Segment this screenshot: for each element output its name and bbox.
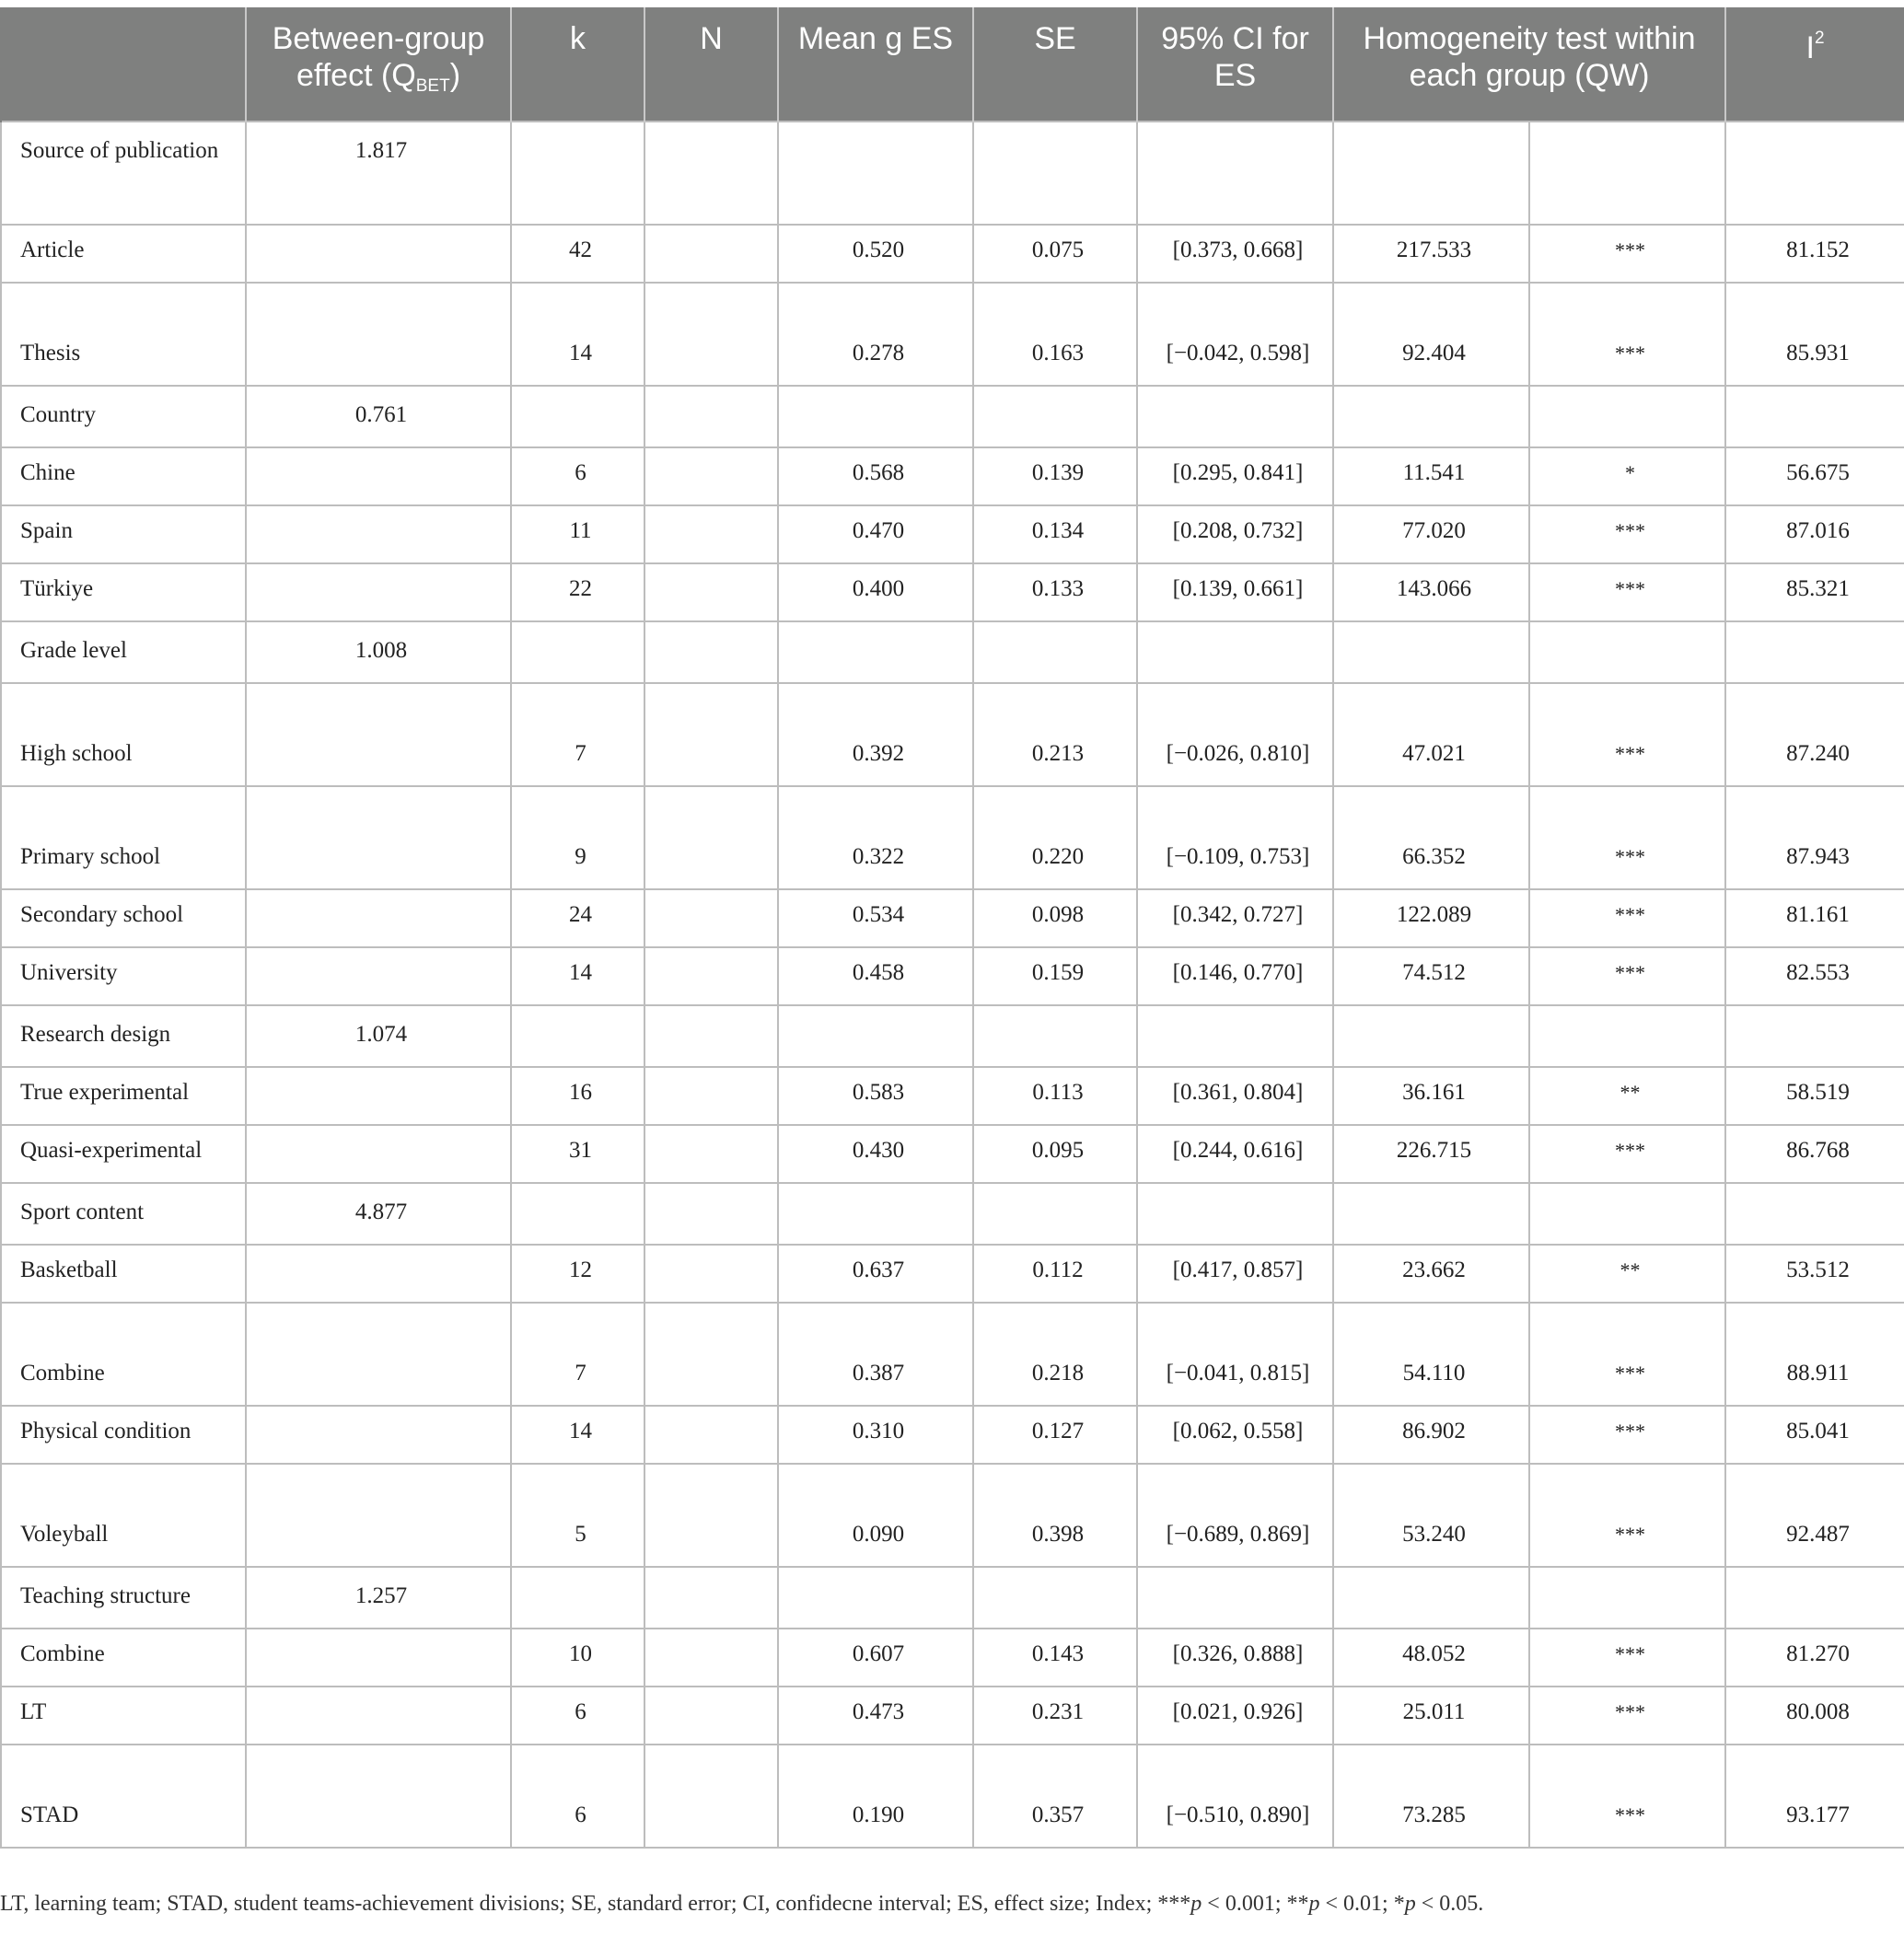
se-cell: 0.098 — [973, 889, 1137, 947]
group-header-row — [1, 122, 1904, 225]
empty-cell — [1725, 1183, 1904, 1245]
n-cell — [644, 225, 778, 283]
header-se: SE — [973, 7, 1137, 122]
se-cell: 0.075 — [973, 225, 1137, 283]
table-row — [1, 889, 1904, 947]
header-between-group-text: Between-group effect (Q — [272, 21, 485, 93]
ci-cell: [−0.689, 0.869] — [1137, 1464, 1333, 1567]
mean-es-cell: 0.322 — [778, 786, 973, 889]
header-between-group-sub: BET — [415, 76, 450, 96]
se-cell: 0.113 — [973, 1067, 1137, 1125]
qw-cell: 74.512 — [1333, 947, 1529, 1005]
qw-cell: 77.020 — [1333, 505, 1529, 563]
empty-cell — [1137, 386, 1333, 447]
se-cell: 0.220 — [973, 786, 1137, 889]
significance-cell: *** — [1529, 889, 1725, 947]
empty-cell — [1725, 1567, 1904, 1629]
table-row — [1, 1464, 1904, 1567]
empty-cell — [778, 1183, 973, 1245]
mean-es-cell: 0.387 — [778, 1303, 973, 1406]
empty-cell — [644, 122, 778, 225]
empty-cell — [1529, 386, 1725, 447]
empty-cell — [1725, 621, 1904, 683]
header-n: N — [644, 7, 778, 122]
table-row — [1, 1125, 1904, 1183]
row-label: Combine — [1, 1629, 246, 1687]
footnote-p2: p — [1308, 1892, 1320, 1916]
k-cell: 5 — [511, 1464, 644, 1567]
empty-cell — [778, 1005, 973, 1067]
empty-cell — [1137, 1005, 1333, 1067]
significance-cell: *** — [1529, 1406, 1725, 1464]
table-container — [0, 7, 1904, 1849]
group-header-row — [1, 1183, 1904, 1245]
i2-cell: 81.152 — [1725, 225, 1904, 283]
empty-cell — [778, 122, 973, 225]
k-cell: 16 — [511, 1067, 644, 1125]
row-label: True experimental — [1, 1067, 246, 1125]
k-cell: 31 — [511, 1125, 644, 1183]
empty-cell — [1333, 1183, 1529, 1245]
table-row — [1, 447, 1904, 505]
empty-cell — [1529, 621, 1725, 683]
ci-cell: [−0.510, 0.890] — [1137, 1745, 1333, 1848]
group-label: Country — [1, 386, 246, 447]
k-cell: 14 — [511, 283, 644, 386]
i2-cell: 81.161 — [1725, 889, 1904, 947]
significance-cell: *** — [1529, 947, 1725, 1005]
significance-cell: *** — [1529, 1687, 1725, 1745]
group-label: Source of publication — [1, 122, 246, 225]
qw-cell: 11.541 — [1333, 447, 1529, 505]
i2-cell: 85.041 — [1725, 1406, 1904, 1464]
row-label: STAD — [1, 1745, 246, 1848]
n-cell — [644, 1125, 778, 1183]
empty-cell — [246, 283, 511, 386]
n-cell — [644, 1303, 778, 1406]
se-cell: 0.213 — [973, 683, 1137, 786]
row-label: Türkiye — [1, 563, 246, 621]
ci-cell: [−0.041, 0.815] — [1137, 1303, 1333, 1406]
table-row — [1, 1629, 1904, 1687]
header-moderator — [1, 7, 246, 122]
k-cell: 11 — [511, 505, 644, 563]
qbet-cell: 4.877 — [246, 1183, 511, 1245]
ci-cell: [0.295, 0.841] — [1137, 447, 1333, 505]
n-cell — [644, 563, 778, 621]
qbet-cell: 1.008 — [246, 621, 511, 683]
mean-es-cell: 0.470 — [778, 505, 973, 563]
significance-cell: *** — [1529, 225, 1725, 283]
n-cell — [644, 1464, 778, 1567]
group-header-row — [1, 1005, 1904, 1067]
table-body — [1, 122, 1904, 1848]
n-cell — [644, 1745, 778, 1848]
empty-cell — [511, 1005, 644, 1067]
empty-cell — [973, 1005, 1137, 1067]
n-cell — [644, 505, 778, 563]
qw-cell: 53.240 — [1333, 1464, 1529, 1567]
n-cell — [644, 1245, 778, 1303]
header-i2 — [1725, 7, 1904, 122]
qw-cell: 48.052 — [1333, 1629, 1529, 1687]
empty-cell — [246, 683, 511, 786]
empty-cell — [246, 1745, 511, 1848]
row-label: Physical condition — [1, 1406, 246, 1464]
empty-cell — [644, 1005, 778, 1067]
qw-cell: 86.902 — [1333, 1406, 1529, 1464]
n-cell — [644, 1067, 778, 1125]
n-cell — [644, 1687, 778, 1745]
footnote-t1: < 0.001; ** — [1202, 1892, 1309, 1916]
empty-cell — [511, 1183, 644, 1245]
empty-cell — [1529, 1567, 1725, 1629]
se-cell: 0.143 — [973, 1629, 1137, 1687]
qw-cell: 66.352 — [1333, 786, 1529, 889]
empty-cell — [778, 386, 973, 447]
empty-cell — [1137, 1183, 1333, 1245]
table-row — [1, 1067, 1904, 1125]
i2-cell: 92.487 — [1725, 1464, 1904, 1567]
i2-cell: 53.512 — [1725, 1245, 1904, 1303]
row-label: Thesis — [1, 283, 246, 386]
se-cell: 0.163 — [973, 283, 1137, 386]
empty-cell — [511, 386, 644, 447]
empty-cell — [1137, 1567, 1333, 1629]
empty-cell — [1137, 122, 1333, 225]
se-cell: 0.159 — [973, 947, 1137, 1005]
significance-cell: ** — [1529, 1067, 1725, 1125]
significance-cell: *** — [1529, 1303, 1725, 1406]
table-row — [1, 283, 1904, 386]
empty-cell — [246, 947, 511, 1005]
ci-cell: [−0.042, 0.598] — [1137, 283, 1333, 386]
ci-cell: [0.244, 0.616] — [1137, 1125, 1333, 1183]
n-cell — [644, 889, 778, 947]
empty-cell — [246, 1406, 511, 1464]
i2-cell: 87.016 — [1725, 505, 1904, 563]
table-row — [1, 786, 1904, 889]
i2-cell: 85.321 — [1725, 563, 1904, 621]
qw-cell: 47.021 — [1333, 683, 1529, 786]
se-cell: 0.231 — [973, 1687, 1137, 1745]
empty-cell — [1333, 621, 1529, 683]
group-header-row — [1, 1567, 1904, 1629]
empty-cell — [246, 1125, 511, 1183]
empty-cell — [246, 786, 511, 889]
mean-es-cell: 0.607 — [778, 1629, 973, 1687]
row-label: Secondary school — [1, 889, 246, 947]
table-row — [1, 947, 1904, 1005]
mean-es-cell: 0.190 — [778, 1745, 973, 1848]
qbet-cell: 1.257 — [246, 1567, 511, 1629]
row-label: Spain — [1, 505, 246, 563]
k-cell: 14 — [511, 947, 644, 1005]
se-cell: 0.127 — [973, 1406, 1137, 1464]
table-row — [1, 1406, 1904, 1464]
empty-cell — [246, 1067, 511, 1125]
group-header-row — [1, 386, 1904, 447]
k-cell: 12 — [511, 1245, 644, 1303]
empty-cell — [246, 505, 511, 563]
k-cell: 7 — [511, 1303, 644, 1406]
header-i2-sup: 2 — [1814, 29, 1825, 48]
empty-cell — [778, 1567, 973, 1629]
ci-cell: [0.208, 0.732] — [1137, 505, 1333, 563]
ci-cell: [0.326, 0.888] — [1137, 1629, 1333, 1687]
significance-cell: *** — [1529, 1125, 1725, 1183]
ci-cell: [0.373, 0.668] — [1137, 225, 1333, 283]
se-cell: 0.095 — [973, 1125, 1137, 1183]
group-label: Research design — [1, 1005, 246, 1067]
empty-cell — [644, 386, 778, 447]
qbet-cell: 0.761 — [246, 386, 511, 447]
empty-cell — [511, 122, 644, 225]
row-label: Combine — [1, 1303, 246, 1406]
mean-es-cell: 0.534 — [778, 889, 973, 947]
k-cell: 10 — [511, 1629, 644, 1687]
mean-es-cell: 0.568 — [778, 447, 973, 505]
empty-cell — [1725, 1005, 1904, 1067]
ci-cell: [0.021, 0.926] — [1137, 1687, 1333, 1745]
table-row — [1, 683, 1904, 786]
group-label: Teaching structure — [1, 1567, 246, 1629]
empty-cell — [246, 225, 511, 283]
qw-cell: 92.404 — [1333, 283, 1529, 386]
qw-cell: 122.089 — [1333, 889, 1529, 947]
empty-cell — [1137, 621, 1333, 683]
i2-cell: 81.270 — [1725, 1629, 1904, 1687]
header-between-group — [246, 7, 511, 122]
row-label: LT — [1, 1687, 246, 1745]
mean-es-cell: 0.090 — [778, 1464, 973, 1567]
table-row — [1, 1687, 1904, 1745]
mean-es-cell: 0.430 — [778, 1125, 973, 1183]
empty-cell — [1725, 386, 1904, 447]
empty-cell — [973, 621, 1137, 683]
i2-cell: 80.008 — [1725, 1687, 1904, 1745]
qw-cell: 226.715 — [1333, 1125, 1529, 1183]
i2-cell: 82.553 — [1725, 947, 1904, 1005]
i2-cell: 85.931 — [1725, 283, 1904, 386]
mean-es-cell: 0.278 — [778, 283, 973, 386]
group-header-row — [1, 621, 1904, 683]
header-between-group-end: ) — [449, 58, 461, 93]
table-row — [1, 1303, 1904, 1406]
mean-es-cell: 0.637 — [778, 1245, 973, 1303]
empty-cell — [1333, 1005, 1529, 1067]
empty-cell — [973, 1183, 1137, 1245]
row-label: Voleyball — [1, 1464, 246, 1567]
i2-cell: 87.240 — [1725, 683, 1904, 786]
ci-cell: [0.146, 0.770] — [1137, 947, 1333, 1005]
header-ci: 95% CI for ES — [1137, 7, 1333, 122]
mean-es-cell: 0.400 — [778, 563, 973, 621]
significance-cell: *** — [1529, 1629, 1725, 1687]
empty-cell — [246, 889, 511, 947]
qw-cell: 54.110 — [1333, 1303, 1529, 1406]
n-cell — [644, 283, 778, 386]
se-cell: 0.218 — [973, 1303, 1137, 1406]
significance-cell: *** — [1529, 683, 1725, 786]
row-label: Primary school — [1, 786, 246, 889]
significance-cell: *** — [1529, 283, 1725, 386]
mean-es-cell: 0.392 — [778, 683, 973, 786]
header-homogeneity: Homogeneity test within each group (QW) — [1333, 7, 1725, 122]
k-cell: 9 — [511, 786, 644, 889]
empty-cell — [246, 1687, 511, 1745]
empty-cell — [1529, 1183, 1725, 1245]
qw-cell: 36.161 — [1333, 1067, 1529, 1125]
i2-cell: 56.675 — [1725, 447, 1904, 505]
ci-cell: [0.361, 0.804] — [1137, 1067, 1333, 1125]
header-k: k — [511, 7, 644, 122]
i2-cell: 88.911 — [1725, 1303, 1904, 1406]
empty-cell — [246, 563, 511, 621]
table-row — [1, 225, 1904, 283]
mean-es-cell: 0.473 — [778, 1687, 973, 1745]
footnote-p1: p — [1190, 1892, 1202, 1916]
significance-cell: *** — [1529, 1464, 1725, 1567]
qw-cell: 143.066 — [1333, 563, 1529, 621]
se-cell: 0.133 — [973, 563, 1137, 621]
k-cell: 7 — [511, 683, 644, 786]
se-cell: 0.357 — [973, 1745, 1137, 1848]
empty-cell — [1333, 386, 1529, 447]
moderator-analysis-table — [0, 7, 1904, 1849]
n-cell — [644, 1629, 778, 1687]
empty-cell — [1333, 1567, 1529, 1629]
significance-cell: *** — [1529, 1745, 1725, 1848]
k-cell: 6 — [511, 1687, 644, 1745]
mean-es-cell: 0.310 — [778, 1406, 973, 1464]
empty-cell — [778, 621, 973, 683]
footnote-t2: < 0.01; * — [1319, 1892, 1405, 1916]
k-cell: 24 — [511, 889, 644, 947]
table-row — [1, 1245, 1904, 1303]
qw-cell: 73.285 — [1333, 1745, 1529, 1848]
empty-cell — [644, 1183, 778, 1245]
k-cell: 14 — [511, 1406, 644, 1464]
ci-cell: [0.342, 0.727] — [1137, 889, 1333, 947]
se-cell: 0.139 — [973, 447, 1137, 505]
i2-cell: 87.943 — [1725, 786, 1904, 889]
qbet-cell: 1.817 — [246, 122, 511, 225]
qw-cell: 25.011 — [1333, 1687, 1529, 1745]
i2-cell: 58.519 — [1725, 1067, 1904, 1125]
ci-cell: [0.139, 0.661] — [1137, 563, 1333, 621]
significance-cell: * — [1529, 447, 1725, 505]
significance-cell: *** — [1529, 505, 1725, 563]
group-label: Grade level — [1, 621, 246, 683]
row-label: Chine — [1, 447, 246, 505]
n-cell — [644, 1406, 778, 1464]
se-cell: 0.112 — [973, 1245, 1137, 1303]
ci-cell: [0.062, 0.558] — [1137, 1406, 1333, 1464]
n-cell — [644, 447, 778, 505]
empty-cell — [973, 386, 1137, 447]
empty-cell — [1333, 122, 1529, 225]
group-label: Sport content — [1, 1183, 246, 1245]
row-label: Basketball — [1, 1245, 246, 1303]
n-cell — [644, 683, 778, 786]
i2-cell: 93.177 — [1725, 1745, 1904, 1848]
header-row — [1, 7, 1904, 122]
empty-cell — [1529, 1005, 1725, 1067]
row-label: Quasi-experimental — [1, 1125, 246, 1183]
significance-cell: *** — [1529, 563, 1725, 621]
n-cell — [644, 786, 778, 889]
header-mean-es: Mean g ES — [778, 7, 973, 122]
se-cell: 0.134 — [973, 505, 1137, 563]
empty-cell — [246, 1245, 511, 1303]
empty-cell — [973, 1567, 1137, 1629]
empty-cell — [1529, 122, 1725, 225]
empty-cell — [246, 1464, 511, 1567]
empty-cell — [511, 621, 644, 683]
empty-cell — [246, 1629, 511, 1687]
mean-es-cell: 0.520 — [778, 225, 973, 283]
ci-cell: [−0.109, 0.753] — [1137, 786, 1333, 889]
table-row — [1, 505, 1904, 563]
table-footnote — [0, 1892, 1483, 1917]
empty-cell — [973, 122, 1137, 225]
empty-cell — [246, 1303, 511, 1406]
footnote-p3: p — [1404, 1892, 1416, 1916]
row-label: Article — [1, 225, 246, 283]
k-cell: 6 — [511, 447, 644, 505]
empty-cell — [511, 1567, 644, 1629]
mean-es-cell: 0.458 — [778, 947, 973, 1005]
k-cell: 6 — [511, 1745, 644, 1848]
row-label: High school — [1, 683, 246, 786]
table-row — [1, 1745, 1904, 1848]
ci-cell: [−0.026, 0.810] — [1137, 683, 1333, 786]
empty-cell — [1725, 122, 1904, 225]
significance-cell: *** — [1529, 786, 1725, 889]
significance-cell: ** — [1529, 1245, 1725, 1303]
qbet-cell: 1.074 — [246, 1005, 511, 1067]
n-cell — [644, 947, 778, 1005]
k-cell: 22 — [511, 563, 644, 621]
ci-cell: [0.417, 0.857] — [1137, 1245, 1333, 1303]
empty-cell — [644, 621, 778, 683]
se-cell: 0.398 — [973, 1464, 1137, 1567]
i2-cell: 86.768 — [1725, 1125, 1904, 1183]
empty-cell — [644, 1567, 778, 1629]
row-label: University — [1, 947, 246, 1005]
footnote-t3: < 0.05. — [1415, 1892, 1484, 1916]
mean-es-cell: 0.583 — [778, 1067, 973, 1125]
qw-cell: 23.662 — [1333, 1245, 1529, 1303]
header-i2-text: I — [1805, 30, 1815, 65]
qw-cell: 217.533 — [1333, 225, 1529, 283]
k-cell: 42 — [511, 225, 644, 283]
footnote-text: LT, learning team; STAD, student teams-achievement divisions; SE, standard error; CI, confidecne interval; ES, effect size; Index; *** — [0, 1892, 1191, 1916]
empty-cell — [246, 447, 511, 505]
table-row — [1, 563, 1904, 621]
